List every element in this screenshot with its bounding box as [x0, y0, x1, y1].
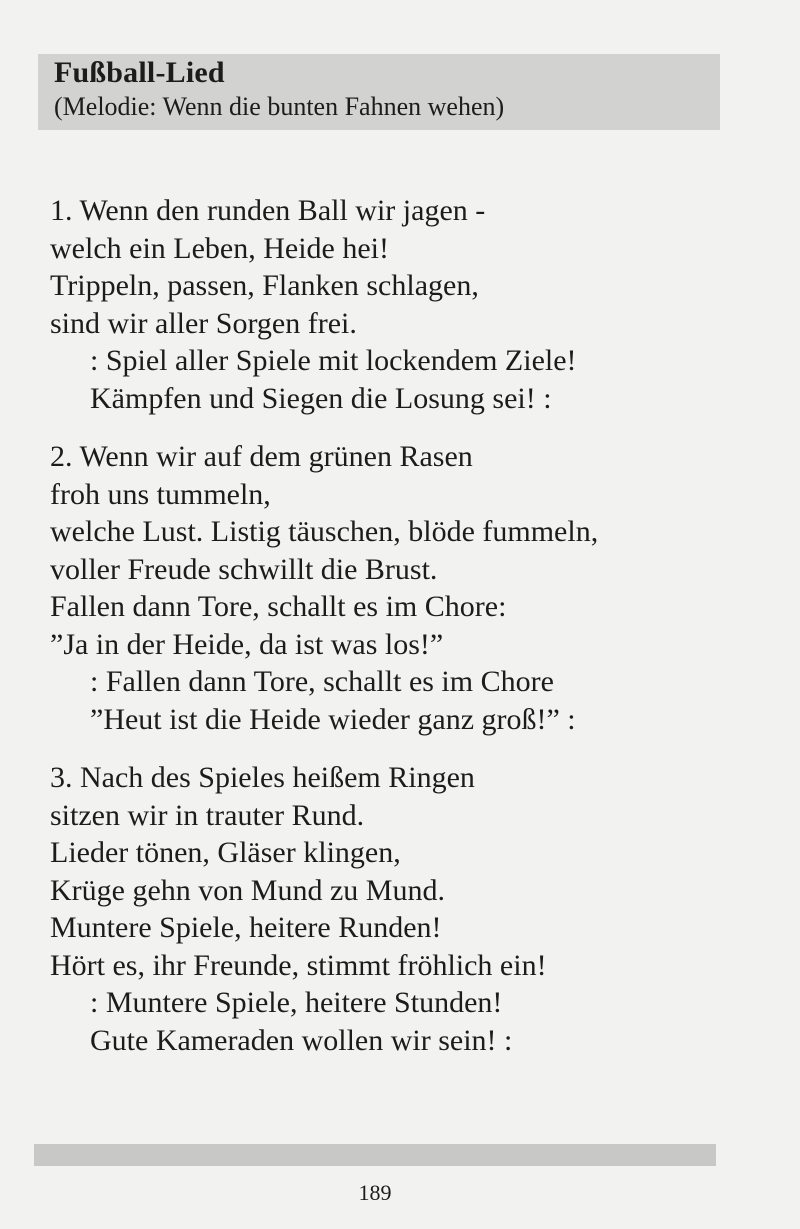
refrain-line: : Muntere Spiele, heitere Stunden! [90, 986, 503, 1019]
verse-2 [50, 438, 750, 738]
title-band [38, 54, 720, 130]
verse-line: welch ein Leben, Heide hei! [50, 231, 390, 265]
verse-line: froh uns tummeln, [50, 477, 271, 511]
verse-line: sitzen wir in trauter Rund. [50, 798, 365, 832]
refrain-line: : Spiel aller Spiele mit lockendem Ziele! [90, 344, 577, 377]
verse-line: Lieder tönen, Gläser klingen, [50, 836, 401, 869]
verse-line: Hört es, ihr Freunde, stimmt fröhlich ein! [50, 948, 547, 982]
verse-line: voller Freude schwillt die Brust. [50, 552, 438, 586]
verse-line: Fallen dann Tore, schallt es im Chore: [50, 590, 507, 623]
verse-3 [50, 759, 750, 1059]
verse-line: 2. Wenn wir auf dem grünen Rasen [50, 440, 473, 473]
refrain-line: Kämpfen und Siegen die Losung sei! : [90, 381, 552, 415]
verse-line: sind wir aller Sorgen frei. [50, 306, 357, 340]
lyrics-body [50, 192, 750, 1080]
footer-band [34, 1144, 716, 1166]
song-title: Fußball-Lied [54, 56, 225, 89]
refrain-line: : Fallen dann Tore, schallt es im Chore [90, 665, 554, 698]
verse-line: 3. Nach des Spieles heißem Ringen [50, 761, 475, 794]
refrain-line: ”Heut ist die Heide wieder ganz groß!” : [90, 702, 576, 736]
verse-line: Trippeln, passen, Flanken schlagen, [50, 269, 479, 302]
verse-line: Krüge gehn von Mund zu Mund. [50, 873, 445, 907]
verse-line: Muntere Spiele, heitere Runden! [50, 911, 442, 944]
verse-line: welche Lust. Listig täuschen, blöde fummeln, [50, 515, 599, 548]
page-number: 189 [358, 1180, 392, 1205]
song-melody-note: (Melodie: Wenn die bunten Fahnen wehen) [54, 92, 505, 121]
verse-line: 1. Wenn den runden Ball wir jagen - [50, 194, 486, 227]
refrain-line: Gute Kameraden wollen wir sein! : [90, 1023, 513, 1057]
verse-line: ”Ja in der Heide, da ist was los!” [50, 627, 444, 661]
verse-1 [50, 192, 750, 417]
